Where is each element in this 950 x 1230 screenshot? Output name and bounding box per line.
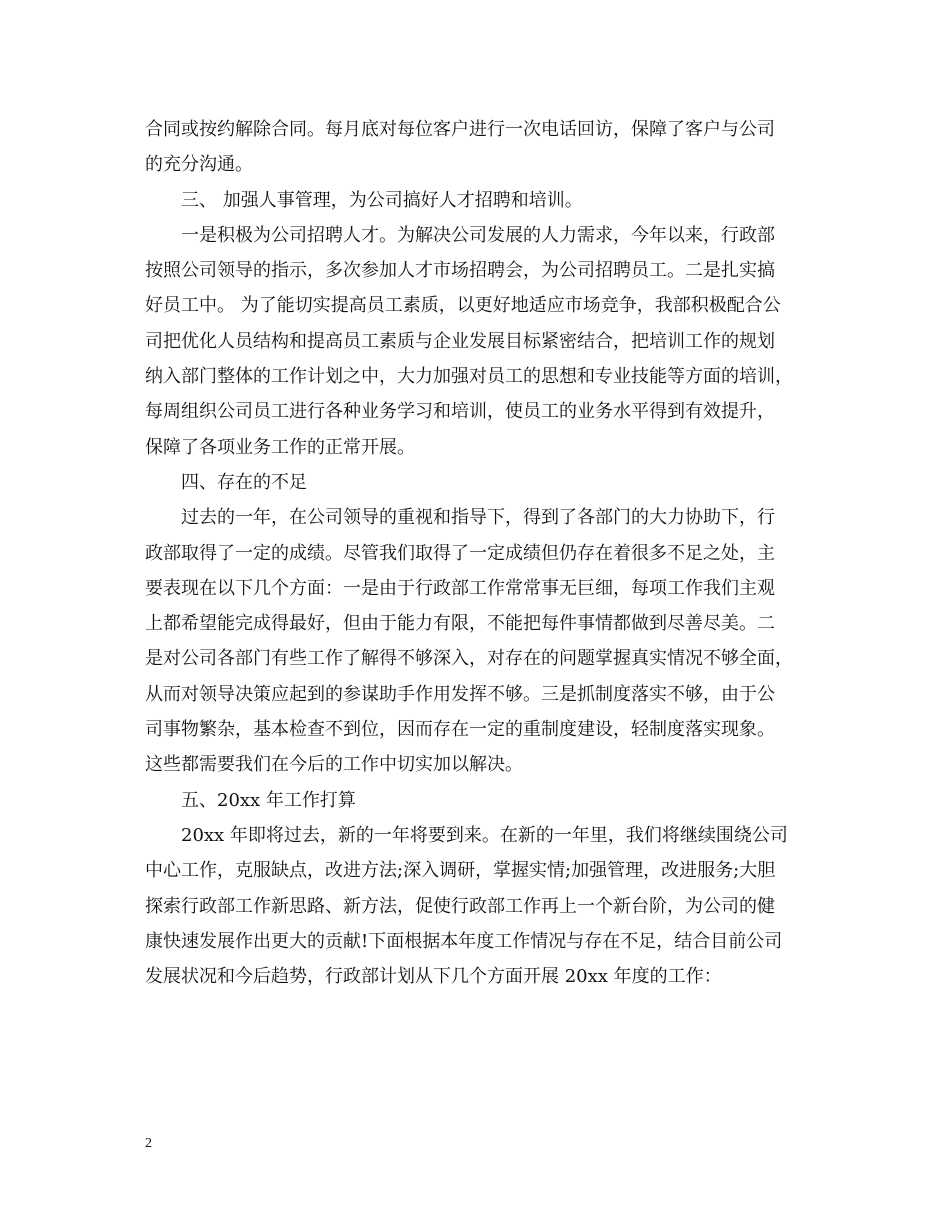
- paragraph-start: 过去的一年，在公司领导的重视和指导下，得到了各部门的大力协助下，行: [181, 507, 775, 529]
- paragraph-start: 一是积极为公司招聘人才。为解决公司发展的人力需求，今年以来，行政部: [181, 224, 775, 246]
- text-line: 探索行政部工作新思路、新方法，促使行政部工作再上一个新台阶，为公司的健: [145, 895, 775, 917]
- section-heading-4: 四、存在的不足: [181, 471, 307, 493]
- text-line: 中心工作，克服缺点，改进方法;深入调研，掌握实情;加强管理，改进服务;大胆: [145, 860, 776, 882]
- text-line: 保障了各项业务工作的正常开展。: [145, 436, 415, 458]
- text-line: 发展状况和今后趋势，行政部计划从下几个方面开展 20xx 年度的工作：: [145, 966, 722, 988]
- text-line: 合同或按约解除合同。每月底对每位客户进行一次电话回访，保障了客户与公司: [145, 119, 775, 140]
- text-line: 每周组织公司员工进行各种业务学习和培训，使员工的业务水平得到有效提升，: [145, 401, 775, 423]
- text-line: 政部取得了一定的成绩。尽管我们取得了一定成绩但仍存在着很多不足之处，主: [145, 542, 775, 564]
- text-line: 纳入部门整体的工作计划之中，大力加强对员工的思想和专业技能等方面的培训，: [145, 366, 793, 388]
- section-heading-5: 五、20xx 年工作打算: [181, 789, 356, 811]
- text-line: 从而对领导决策应起到的参谋助手作用发挥不够。三是抓制度落实不够，由于公: [145, 683, 775, 705]
- paragraph-start: 20xx 年即将过去，新的一年将要到来。在新的一年里，我们将继续围绕公司: [181, 824, 788, 846]
- text-line: 康快速发展作出更大的贡献!下面根据本年度工作情况与存在不足，结合目前公司: [145, 930, 783, 952]
- text-line: 的充分沟通。: [145, 154, 253, 176]
- text-line: 要表现在以下几个方面：一是由于行政部工作常常事无巨细，每项工作我们主观: [145, 577, 775, 599]
- text-line: 这些都需要我们在今后的工作中切实加以解决。: [145, 754, 523, 776]
- text-line: 司把优化人员结构和提高员工素质与企业发展目标紧密结合，把培训工作的规划: [145, 330, 775, 352]
- text-line: 司事物繁杂，基本检查不到位，因而存在一定的重制度建设，轻制度落实现象。: [145, 719, 775, 741]
- page-number: 2: [145, 1136, 152, 1151]
- document-body: [145, 112, 815, 994]
- text-line: 按照公司领导的指示，多次参加人才市场招聘会，为公司招聘员工。二是扎实搞: [145, 260, 775, 282]
- text-line: 好员工中。 为了能切实提高员工素质，以更好地适应市场竞争，我部积极配合公: [145, 295, 781, 317]
- text-line: 上都希望能完成得最好，但由于能力有限，不能把每件事情都做到尽善尽美。二: [145, 613, 775, 635]
- text-line: 是对公司各部门有些工作了解得不够深入，对存在的问题掌握真实情况不够全面，: [145, 648, 793, 670]
- section-heading-3: 三、 加强人事管理，为公司搞好人才招聘和培训。: [181, 189, 583, 211]
